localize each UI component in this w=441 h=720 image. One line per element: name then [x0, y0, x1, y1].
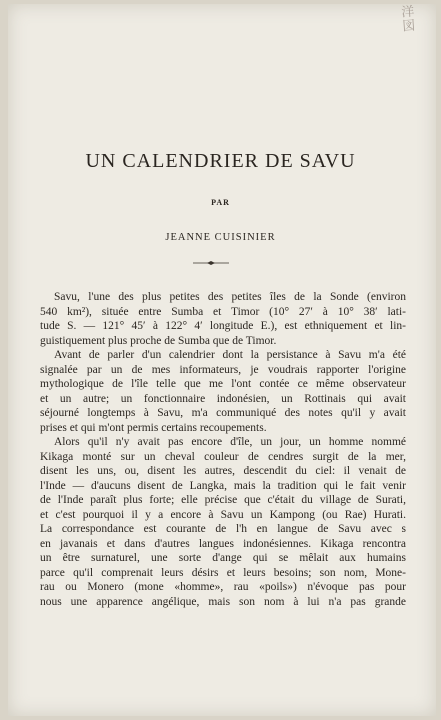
text-line: nous une apparence angélique, mais son nom à lui n'a pas grande — [40, 595, 406, 608]
text-line: disent les uns, ou, disent les autres, descendit du ciel: il venait de — [40, 465, 406, 477]
text-line: et un autre; un fonctionnaire indonésien, un Rottinais qui avait — [40, 392, 406, 405]
article-title: UN CALENDRIER DE SAVU — [85, 150, 356, 172]
paragraph — [40, 435, 406, 609]
text-line: en javanais et dans d'autres langues indonésiennes. Kikaga rencontra — [40, 537, 406, 550]
text-line: parce qu'il comprenait leurs désirs et leurs besoins; son nom, Mone- — [40, 566, 406, 579]
text-line: rau ou Monero (mone «homme», rau «poils») n'évoque pas pour — [40, 581, 406, 593]
article-body — [40, 290, 406, 609]
text-line: l'Inde — d'aucuns disent de Langka, mais la tradition qui le fait venir — [40, 479, 406, 492]
paragraph — [40, 348, 406, 435]
library-stamp: 洋 図 — [400, 4, 416, 35]
text-line: Alors qu'il n'y avait pas encore d'île, un jour, un homme nommé — [54, 436, 406, 448]
text-line: Savu, l'une des plus petites des petites îles de la Sonde (environ — [54, 291, 406, 303]
text-line: guistiquement plus proche de Sumba que de Timor. — [40, 334, 277, 347]
text-line: La correspondance est courante de l'h en langue de Savu avec s — [40, 523, 406, 535]
byline-par: PAR — [211, 198, 230, 207]
text-line: de l'Inde paraît plus forte; elle précise que c'était du village de Surati, — [40, 494, 406, 506]
author-name: JEANNE CUISINIER — [165, 232, 276, 243]
text-line: signalée par un de mes informateurs, je voudrais rapporter l'origine — [40, 363, 406, 376]
text-line: mythologique de l'île telle que me l'ont contée ce même observateur — [40, 378, 406, 390]
text-line: 540 km²), située entre Sumba et Timor (10° 27′ à 10° 38′ lati- — [40, 305, 406, 318]
text-line: un être surnaturel, une sorte d'ange qui se mêlait aux humains — [40, 552, 406, 564]
text-line: Kikaga monté sur un cheval couleur de cendres surgit de la mer, — [40, 450, 406, 463]
text-line: prises et qui m'ont permis certains recoupements. — [40, 421, 267, 434]
paragraph — [40, 290, 406, 348]
decorative-rule — [193, 260, 229, 266]
text-line: Avant de parler d'un calendrier dont la persistance à Savu m'a été — [54, 349, 406, 361]
text-line: séjourné longtemps à Savu, m'a communiqué des notes qu'il y avait — [40, 407, 406, 419]
text-line: et c'est pourquoi il y a encore à Savu un Kampong (ou Rae) Hurati. — [40, 508, 406, 521]
text-line: tude S. — 121° 45′ à 122° 4′ longitude E.), est ethniquement et lin- — [40, 320, 406, 332]
